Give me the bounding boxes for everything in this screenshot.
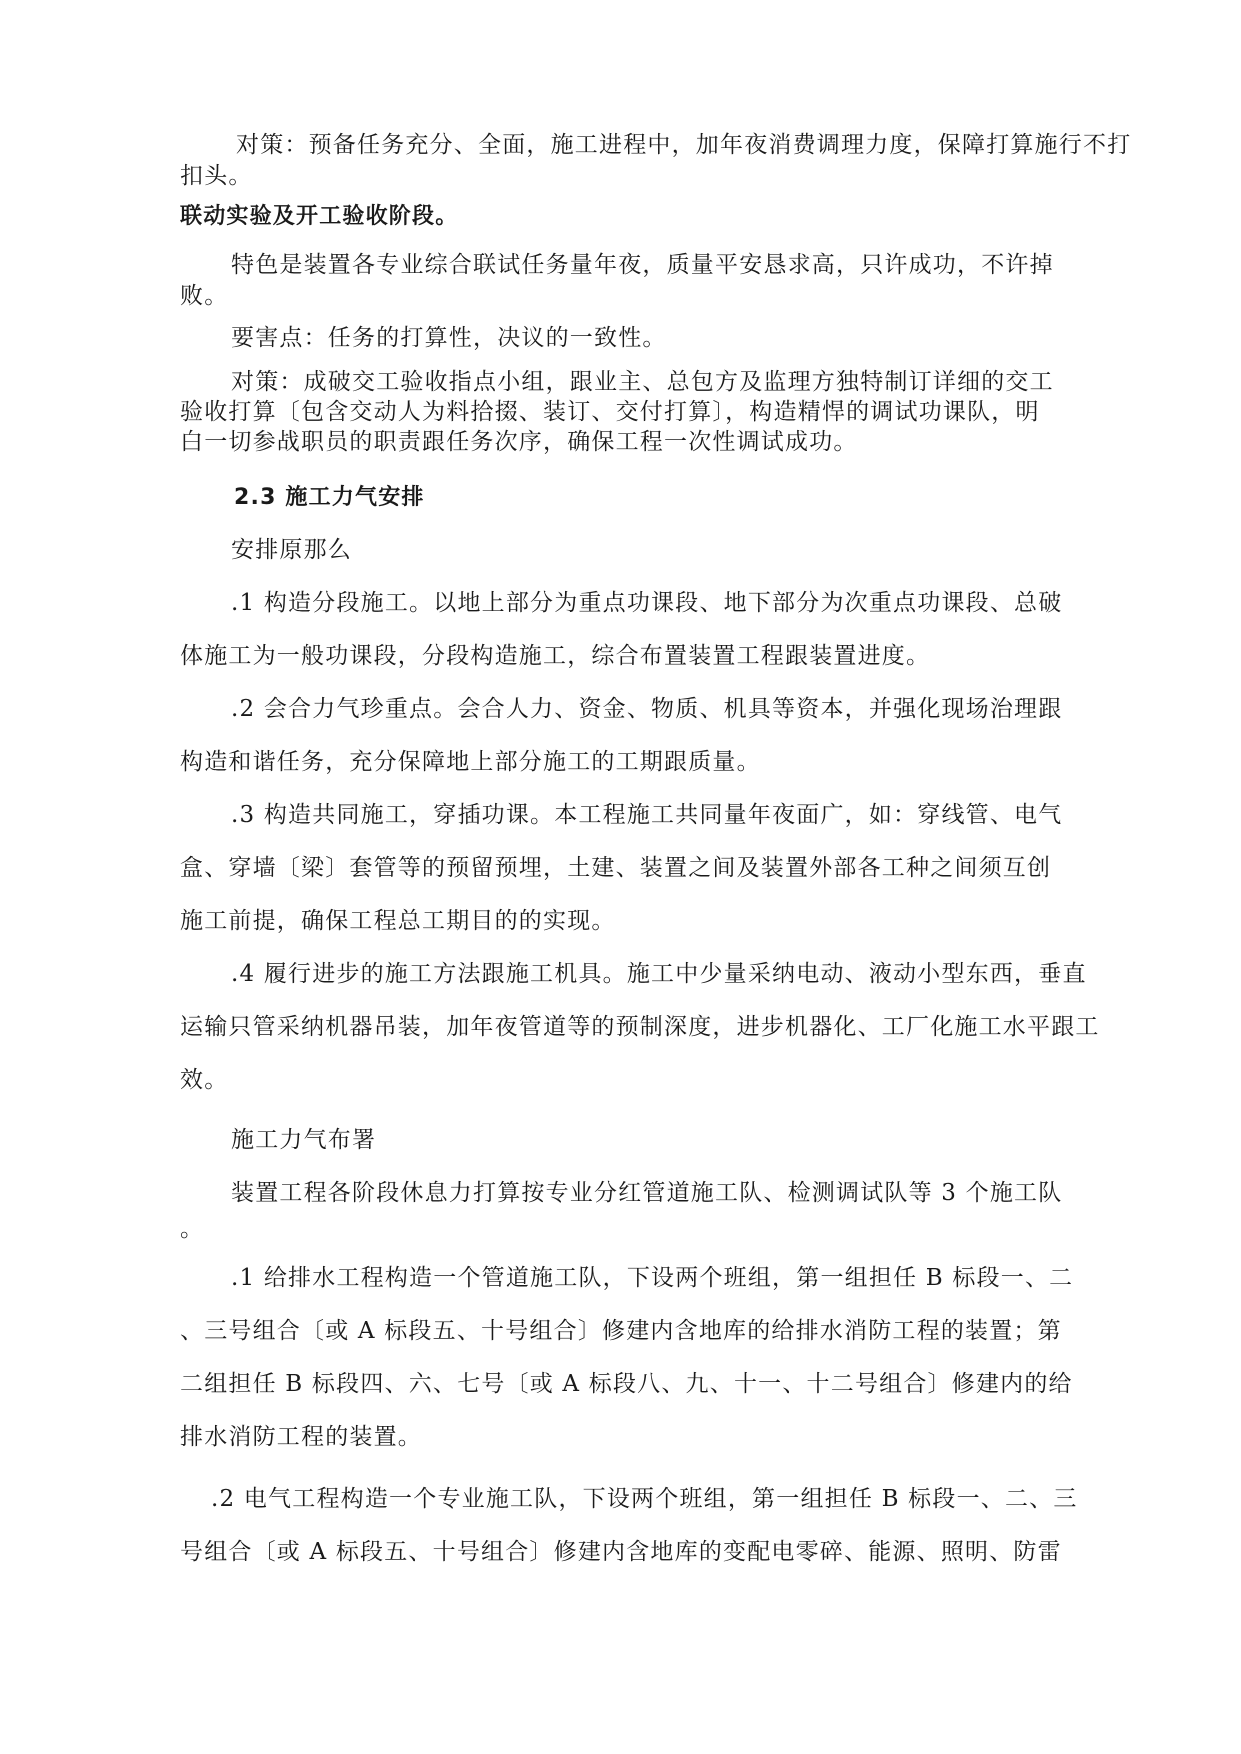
text-line: 对策：成破交工验收指点小组，跟业主、总包方及监理方独特制订详细的交工 <box>231 369 1054 395</box>
text-line: 排水消防工程的装置。 <box>180 1424 422 1450</box>
text-line: 号组合〔或 A 标段五、十号组合〕修建内含地库的变配电零碎、能源、照明、防雷 <box>180 1539 1062 1565</box>
text-line: 验收打算〔包含交动人为料拾掇、装订、交付打算〕，构造精悍的调试功课队，明 <box>180 399 1040 425</box>
text-line: 构造和谐任务，充分保障地上部分施工的工期跟质量。 <box>180 749 761 775</box>
text-line: .1 给排水工程构造一个管道施工队，下设两个班组，第一组担任 B 标段一、二 <box>231 1265 1074 1291</box>
text-line: 装置工程各阶段休息力打算按专业分红管道施工队、检测调试队等 3 个施工队 <box>231 1180 1063 1206</box>
text-line: 对策：预备任务充分、全面，施工进程中，加年夜消费调理力度，保障打算施行不打 <box>236 132 1132 158</box>
text-line: 。 <box>180 1216 205 1242</box>
text-line: 特色是装置各专业综合联试任务量年夜，质量平安恳求高，只许成功，不许掉 <box>231 252 1054 278</box>
subsection-heading: 施工力气布署 <box>231 1127 377 1153</box>
text-line: 运输只管采纳机器吊装，加年夜管道等的预制深度，进步机器化、工厂化施工水平跟工 <box>180 1014 1100 1040</box>
text-line: 施工前提，确保工程总工期目的的实现。 <box>180 908 616 934</box>
text-line: .2 电气工程构造一个专业施工队，下设两个班组，第一组担任 B 标段一、二、三 <box>211 1486 1078 1512</box>
text-line: 败。 <box>180 283 229 309</box>
text-line: 体施工为一般功课段，分段构造施工，综合布置装置工程跟装置进度。 <box>180 643 931 669</box>
text-line: .2 会合力气珍重点。会合人力、资金、物质、机具等资本，并强化现场治理跟 <box>231 696 1063 722</box>
text-line: 效。 <box>180 1067 229 1093</box>
text-line: 扣头。 <box>180 163 253 189</box>
subsection-heading: 安排原那么 <box>231 537 352 563</box>
section-heading: 2.3 施工力气安排 <box>234 485 425 510</box>
text-line: .4 履行进步的施工方法跟施工机具。施工中少量采纳电动、液动小型东西，垂直 <box>231 961 1087 987</box>
text-line: .3 构造共同施工，穿插功课。本工程施工共同量年夜面广，如：穿线管、电气 <box>231 802 1063 828</box>
text-line: 白一切参战职员的职责跟任务次序，确保工程一次性调试成功。 <box>180 429 858 455</box>
text-line: 要害点：任务的打算性，决议的一致性。 <box>231 325 667 351</box>
text-line: 盒、穿墙〔梁〕套管等的预留预埋，土建、装置之间及装置外部各工种之间须互创 <box>180 855 1052 881</box>
text-line: 、三号组合〔或 A 标段五、十号组合〕修建内含地库的给排水消防工程的装置；第 <box>180 1318 1062 1344</box>
section-heading: 联动实验及开工验收阶段。 <box>180 204 459 229</box>
text-line: 二组担任 B 标段四、六、七号〔或 A 标段八、九、十一、十二号组合〕修建内的给 <box>180 1371 1073 1397</box>
text-line: .1 构造分段施工。以地上部分为重点功课段、地下部分为次重点功课段、总破 <box>231 590 1063 616</box>
